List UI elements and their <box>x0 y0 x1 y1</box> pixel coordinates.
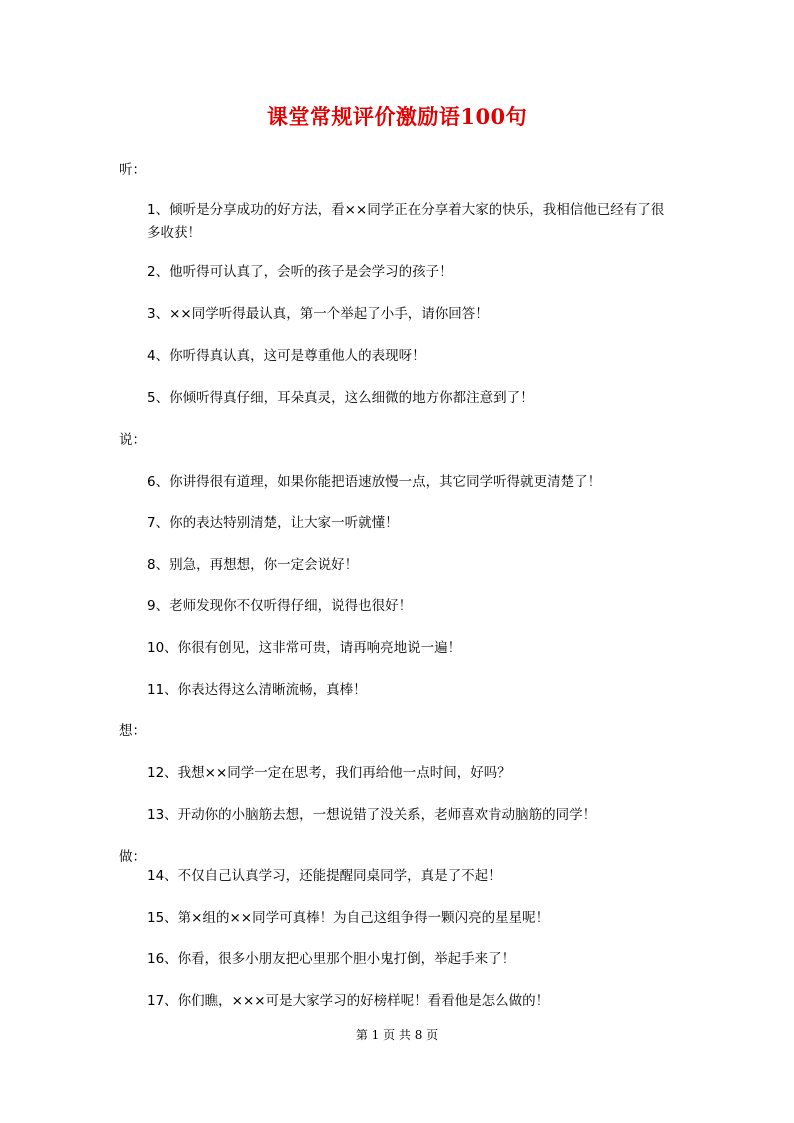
list-item: 15、第×组的××同学可真棒！为自己这组争得一颗闪亮的星星呢！ <box>147 910 550 926</box>
list-item: 9、老师发现你不仅听得仔细，说得也很好！ <box>147 598 413 614</box>
list-item: 10、你很有创见，这非常可贵，请再响亮地说一遍！ <box>147 640 462 656</box>
list-item: 14、不仅自己认真学习，还能提醒同桌同学，真是了不起！ <box>147 868 502 884</box>
document-title: 课堂常规评价激励语100句 <box>266 104 528 129</box>
list-item: 17、你们瞧，×××可是大家学习的好榜样呢！看看他是怎么做的！ <box>147 993 550 1009</box>
section-heading-think: 想： <box>119 723 146 739</box>
list-item: 13、开动你的小脑筋去想，一想说错了没关系，老师喜欢肯动脑筋的同学！ <box>147 807 597 823</box>
list-item: 5、你倾听得真仔细，耳朵真灵，这么细微的地方你都注意到了！ <box>147 390 534 406</box>
list-item: 4、你听得真认真，这可是尊重他人的表现呀！ <box>147 348 426 364</box>
list-item: 6、你讲得很有道理，如果你能把语速放慢一点，其它同学听得就更清楚了！ <box>147 474 602 490</box>
list-item: 1、倾听是分享成功的好方法，看××同学正在分享着大家的快乐，我相信他已经有了很多收获！ <box>147 202 665 241</box>
list-item: 7、你的表达特别清楚，让大家一听就懂！ <box>147 515 399 531</box>
list-item: 16、你看，很多小朋友把心里那个胆小鬼打倒，举起手来了！ <box>147 951 516 967</box>
page-footer: 第 1 页 共 8 页 <box>355 1028 439 1042</box>
list-item: 8、别急，再想想，你一定会说好！ <box>147 557 359 573</box>
list-item: 3、××同学听得最认真，第一个举起了小手，请你回答！ <box>147 306 489 322</box>
list-item: 11、你表达得这么清晰流畅，真棒！ <box>147 682 367 698</box>
list-item: 2、他听得可认真了，会听的孩子是会学习的孩子！ <box>147 264 453 280</box>
section-heading-speak: 说： <box>119 432 146 448</box>
section-heading-do: 做： <box>119 849 146 865</box>
section-heading-listen: 听： <box>119 162 146 178</box>
list-item: 12、我想××同学一定在思考，我们再给他一点时间，好吗？ <box>147 765 511 781</box>
